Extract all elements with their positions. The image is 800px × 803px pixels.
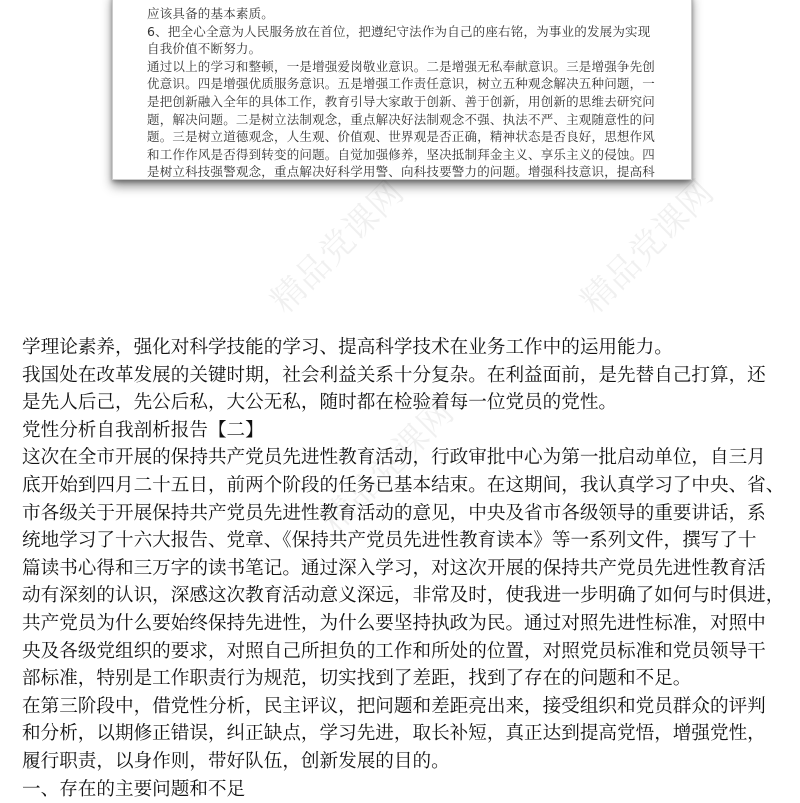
- paragraph-line: 央及各级党组织的要求，对照自己所担负的工作和所处的位置，对照党员标准和党员领导干: [22, 638, 792, 666]
- paragraph-line: 一、存在的主要问题和不足: [22, 776, 792, 803]
- document-preview-image: [112, 0, 692, 180]
- paragraph-line: 共产党员为什么要始终保持先进性，为什么要坚持执政为民。通过对照先进性标准，对照中: [22, 610, 792, 638]
- preview-text-line: 是树立科技强警观念，重点解决好科学用警、向科技要警力的问题。增强科技意识，提高科: [147, 162, 655, 180]
- preview-text-line: 题。三是树立道德观念，人生观、价值观、世界观是否正确，精神状态是否良好，思想作风: [147, 127, 655, 145]
- paragraph-line: 这次在全市开展的保持共产党员先进性教育活动，行政审批中心为第一批启动单位，自三月: [22, 444, 792, 472]
- preview-text-line: 是把创新融入全年的具体工作，教育引导大家敢于创新、善于创新，用创新的思维去研究问: [147, 92, 655, 110]
- preview-text-line: 应该具备的基本素质。: [147, 4, 274, 22]
- preview-text-line: 自我价值不断努力。: [147, 39, 261, 57]
- paragraph-line: 是先人后己，先公后私，大公无私，随时都在检验着每一位党员的党性。: [22, 389, 792, 417]
- paragraph-line: 底开始到四月二十五日，前两个阶段的任务已基本结束。在这期间，我认真学习了中央、省、: [22, 472, 792, 500]
- paragraph-line: 动有深刻的认识，深感这次教育活动意义深远，非常及时，使我进一步明确了如何与时俱进，: [22, 582, 792, 610]
- watermark: 精品党课网: [258, 167, 413, 322]
- preview-text-line: 6、把全心全意为人民服务放在首位，把遵纪守法作为自己的座右铭，为事业的发展为实现: [147, 22, 650, 40]
- document-body: [22, 334, 792, 803]
- watermark: 精品党课网: [568, 167, 723, 322]
- paragraph-line: 篇读书心得和三万字的读书笔记。通过深入学习，对这次开展的保持共产党员先进性教育活: [22, 555, 792, 583]
- preview-text-line: 优意识。四是增强优质服务意识。五是增强工作责任意识，树立五种观念解决五种问题，一: [147, 74, 655, 92]
- paragraph-line: 在第三阶段中，借党性分析，民主评议，把问题和差距亮出来，接受组织和党员群众的评判: [22, 693, 792, 721]
- paragraph-line: 我国处在改革发展的关键时期，社会利益关系十分复杂。在利益面前，是先替自己打算，还: [22, 362, 792, 390]
- preview-text-line: 题，解决问题。二是树立法制观念，重点解决好法制观念不强、执法不严、主观随意性的问: [147, 110, 655, 128]
- preview-text-line: 通过以上的学习和整顿，一是增强爱岗敬业意识。二是增强无私奉献意识。三是增强争先创: [147, 57, 655, 75]
- section-heading: 党性分析自我剖析报告【二】: [22, 417, 792, 445]
- paragraph-line: 统地学习了十六大报告、党章、《保持共产党员先进性教育读本》等一系列文件，撰写了十: [22, 527, 792, 555]
- watermark: 精品党课网: [308, 387, 463, 542]
- paragraph-line: 部标准，特别是工作职责行为规范，切实找到了差距，找到了存在的问题和不足。: [22, 665, 792, 693]
- preview-text-line: 和工作作风是否得到转变的问题。自觉加强修养，坚决抵制拜金主义、享乐主义的侵蚀。四: [147, 145, 655, 163]
- paragraph-line: 履行职责，以身作则，带好队伍，创新发展的目的。: [22, 748, 792, 776]
- paragraph-line: 市各级关于开展保持共产党员先进性教育活动的意见，中央及省市各级领导的重要讲话，系: [22, 500, 792, 528]
- paragraph-line: 和分析，以期修正错误，纠正缺点，学习先进，取长补短，真正达到提高党悟，增强党性，: [22, 720, 792, 748]
- paragraph-line: 学理论素养，强化对科学技能的学习、提高科学技术在业务工作中的运用能力。: [22, 334, 792, 362]
